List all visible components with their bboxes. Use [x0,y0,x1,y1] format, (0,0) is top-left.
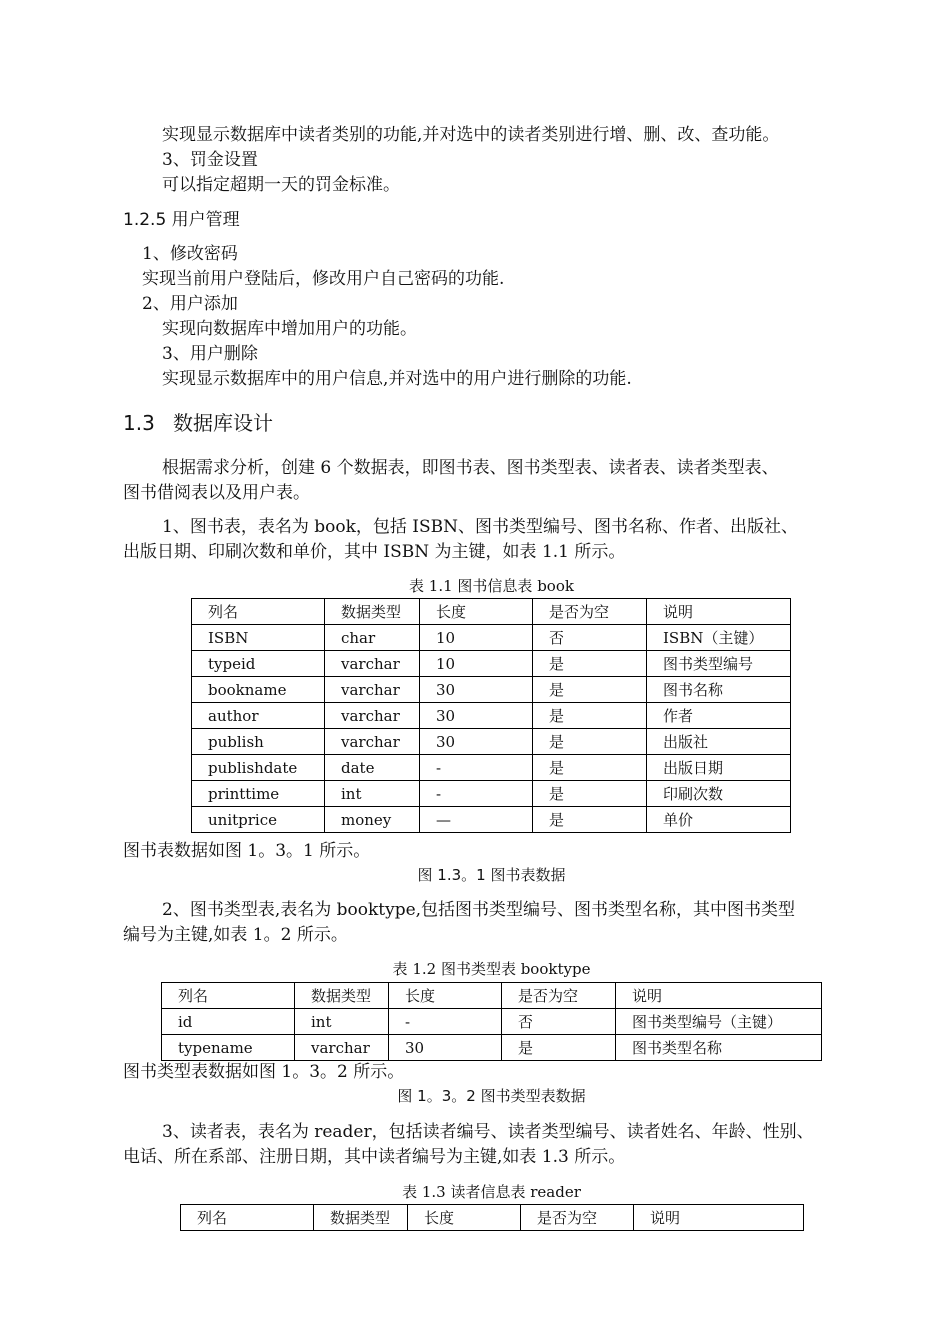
cell: 是 [533,703,647,729]
cell: ISBN（主键） [647,625,791,651]
header-cell: 列名 [181,1205,314,1231]
cell: - [420,755,533,781]
cell: 出版社 [647,729,791,755]
paragraph: 实现显示数据库中的用户信息,并对选中的用户进行删除的功能. [162,369,632,389]
table-row [192,651,791,677]
cell: money [325,807,420,833]
table-row [162,1035,822,1061]
header-cell: 长度 [408,1205,521,1231]
cell: 30 [420,677,533,703]
cell: 印刷次数 [647,781,791,807]
cell: int [295,1009,389,1035]
book-table [191,598,791,833]
section-heading-number: 1.3 [123,411,155,435]
cell: varchar [325,703,420,729]
paragraph: 出版日期、印刷次数和单价，其中 ISBN 为主键，如表 1.1 所示。 [123,542,626,562]
list-item: 3、用户删除 [162,344,258,364]
header-cell: 数据类型 [314,1205,408,1231]
table-header-row [192,599,791,625]
paragraph: 图书借阅表以及用户表。 [123,483,310,503]
cell: publish [192,729,325,755]
cell: typename [162,1035,295,1061]
cell: 30 [420,703,533,729]
table-row [192,677,791,703]
cell: varchar [325,729,420,755]
list-item: 1、修改密码 [142,244,238,264]
cell: unitprice [192,807,325,833]
cell: 否 [533,625,647,651]
cell: 是 [533,807,647,833]
cell: 是 [533,781,647,807]
cell: 10 [420,651,533,677]
cell: 作者 [647,703,791,729]
cell: 是 [533,755,647,781]
cell: bookname [192,677,325,703]
cell: 图书类型名称 [616,1035,822,1061]
table-header-row [181,1205,804,1231]
cell: date [325,755,420,781]
table-row [192,807,791,833]
cell: varchar [325,677,420,703]
paragraph: 电话、所在系部、注册日期，其中读者编号为主键,如表 1.3 所示。 [123,1147,626,1167]
list-item: 2、用户添加 [142,294,238,314]
header-cell: 长度 [420,599,533,625]
paragraph: 实现向数据库中增加用户的功能。 [162,319,417,339]
header-cell: 是否为空 [533,599,647,625]
cell: char [325,625,420,651]
booktype-table [161,982,822,1061]
header-cell: 列名 [162,983,295,1009]
table-row [192,755,791,781]
header-cell: 数据类型 [325,599,420,625]
header-cell: 是否为空 [521,1205,634,1231]
reader-table [180,1204,804,1231]
cell: - [420,781,533,807]
paragraph: 实现当前用户登陆后，修改用户自己密码的功能. [142,269,505,289]
cell: varchar [295,1035,389,1061]
cell: 图书类型编号（主键） [616,1009,822,1035]
cell: 单价 [647,807,791,833]
cell: - [389,1009,502,1035]
paragraph: 图书类型表数据如图 1。3。2 所示。 [123,1062,405,1082]
cell: 是 [502,1035,616,1061]
cell: 是 [533,677,647,703]
table-row [192,729,791,755]
table-caption: 表 1.3 读者信息表 reader [402,1183,581,1201]
cell: 图书名称 [647,677,791,703]
table-caption: 表 1.1 图书信息表 book [409,577,574,595]
cell: int [325,781,420,807]
cell: varchar [325,651,420,677]
header-cell: 列名 [192,599,325,625]
cell: 10 [420,625,533,651]
header-cell: 长度 [389,983,502,1009]
section-heading: 1.2.5 用户管理 [123,210,240,230]
paragraph: 根据需求分析，创建 6 个数据表，即图书表、图书类型表、读者表、读者类型表、 [162,458,779,478]
cell: author [192,703,325,729]
header-cell: 说明 [616,983,822,1009]
cell: 出版日期 [647,755,791,781]
table-header-row [162,983,822,1009]
figure-caption: 图 1.3。1 图书表数据 [417,866,566,884]
cell: id [162,1009,295,1035]
header-cell: 说明 [634,1205,804,1231]
cell: 30 [389,1035,502,1061]
table-row [192,781,791,807]
list-item: 3、罚金设置 [162,150,258,170]
header-cell: 是否为空 [502,983,616,1009]
cell: — [420,807,533,833]
cell: 是 [533,651,647,677]
paragraph: 实现显示数据库中读者类别的功能,并对选中的读者类别进行增、删、改、查功能。 [162,125,780,145]
paragraph: 3、读者表，表名为 reader，包括读者编号、读者类型编号、读者姓名、年龄、性别、 [162,1122,814,1142]
header-cell: 数据类型 [295,983,389,1009]
header-cell: 说明 [647,599,791,625]
paragraph: 编号为主键,如表 1。2 所示。 [123,925,348,945]
cell: 图书类型编号 [647,651,791,677]
cell: 否 [502,1009,616,1035]
cell: ISBN [192,625,325,651]
paragraph: 2、图书类型表,表名为 booktype,包括图书类型编号、图书类型名称，其中图书类型 [162,900,796,920]
table-row [192,625,791,651]
cell: typeid [192,651,325,677]
table-row [192,703,791,729]
cell: 30 [420,729,533,755]
paragraph: 图书表数据如图 1。3。1 所示。 [123,841,371,861]
cell: printtime [192,781,325,807]
section-heading-title: 数据库设计 [173,411,273,435]
paragraph: 可以指定超期一天的罚金标准。 [162,175,400,195]
paragraph: 1、图书表，表名为 book，包括 ISBN、图书类型编号、图书名称、作者、出版社、 [162,517,799,537]
cell: publishdate [192,755,325,781]
cell: 是 [533,729,647,755]
table-row [162,1009,822,1035]
figure-caption: 图 1。3。2 图书类型表数据 [397,1087,586,1105]
table-caption: 表 1.2 图书类型表 booktype [392,960,591,978]
